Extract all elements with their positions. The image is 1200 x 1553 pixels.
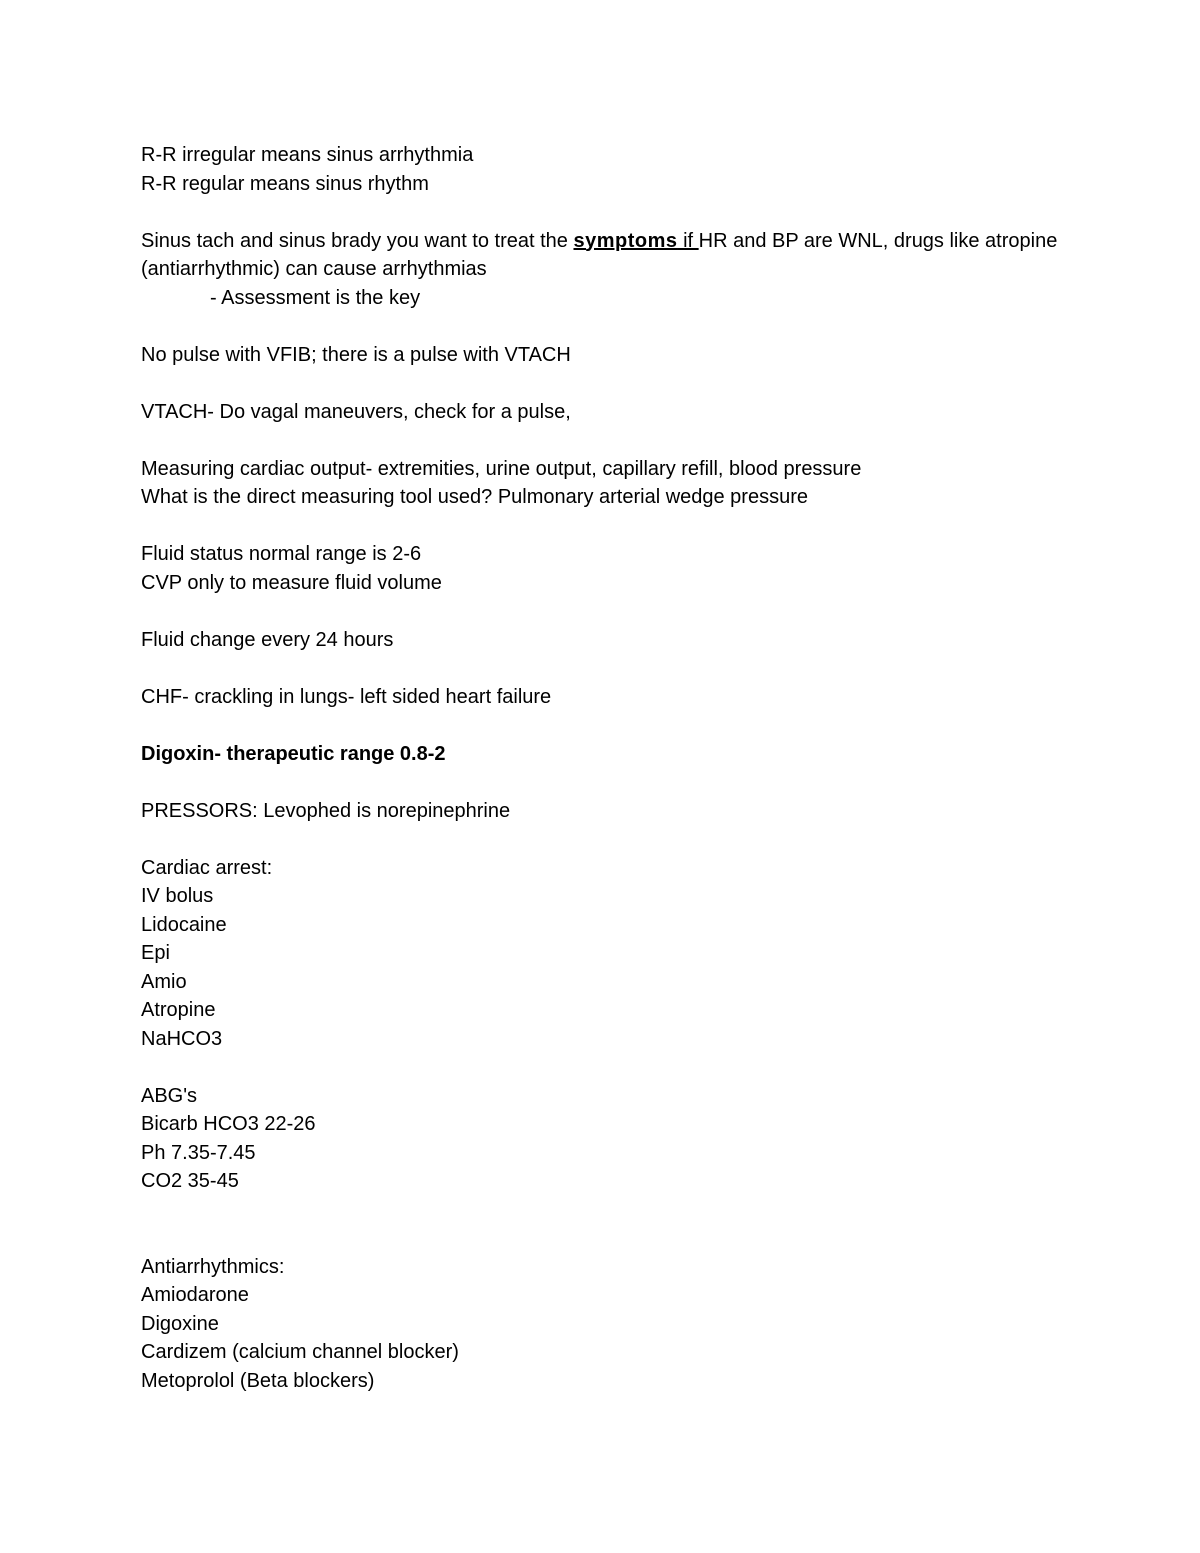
note-cvp: CVP only to measure fluid volume (141, 571, 442, 594)
note-digoxin: Digoxin- therapeutic range 0.8-2 (141, 742, 446, 765)
note-fluid-status: Fluid status normal range is 2-6 (141, 543, 422, 565)
list-item: IV bolus (141, 885, 214, 907)
note-direct-tool: What is the direct measuring tool used? Pulmonary arterial wedge pressure (141, 486, 808, 508)
note-fluid-change: Fluid change every 24 hours (141, 628, 394, 651)
cardiac-arrest-heading: Cardiac arrest: (141, 856, 273, 879)
note-rr-irregular: R-R irregular means sinus arrhythmia (141, 144, 474, 166)
list-item: Cardizem (calcium channel blocker) (141, 1341, 459, 1363)
sinus-text-2: HR and BP are WNL, drugs like atropine (antiarrhythmic) can cause arrhythmias (141, 229, 1063, 280)
abgs-heading: ABG's (141, 1084, 198, 1107)
document-page (141, 141, 1071, 1395)
list-item: Bicarb HCO3 22-26 (141, 1113, 316, 1135)
note-rr-regular: R-R regular means sinus rhythm (141, 172, 429, 195)
note-vfib: No pulse with VFIB; there is a pulse with VTACH (141, 343, 571, 366)
list-item: Atropine (141, 999, 216, 1021)
list-item: Metoprolol (Beta blockers) (141, 1369, 375, 1392)
list-item: Epi (141, 942, 170, 964)
antiarrhythmics-heading: Antiarrhythmics: (141, 1255, 285, 1278)
note-chf: CHF- crackling in lungs- left sided heart failure (141, 685, 552, 708)
list-item: Ph 7.35-7.45 (141, 1141, 256, 1164)
list-item: CO2 35-45 (141, 1170, 239, 1192)
note-sinus-treatment (141, 227, 1071, 284)
note-vtach: VTACH- Do vagal maneuvers, check for a pulse, (141, 400, 571, 423)
sinus-if: if (677, 229, 699, 252)
note-cardiac-output: Measuring cardiac output- extremities, urine output, capillary refill, blood pressure (141, 457, 862, 480)
list-item: Amiodarone (141, 1284, 249, 1306)
list-item: Lidocaine (141, 913, 227, 936)
note-assessment: - Assessment is the key (210, 286, 421, 309)
symptoms-emphasis: symptoms (573, 229, 678, 252)
note-pressors: PRESSORS: Levophed is norepinephrine (141, 799, 511, 822)
list-item: Digoxine (141, 1312, 219, 1335)
list-item: Amio (141, 970, 187, 993)
sinus-text-1: Sinus tach and sinus brady you want to treat the (141, 229, 574, 252)
list-item: NaHCO3 (141, 1027, 223, 1050)
